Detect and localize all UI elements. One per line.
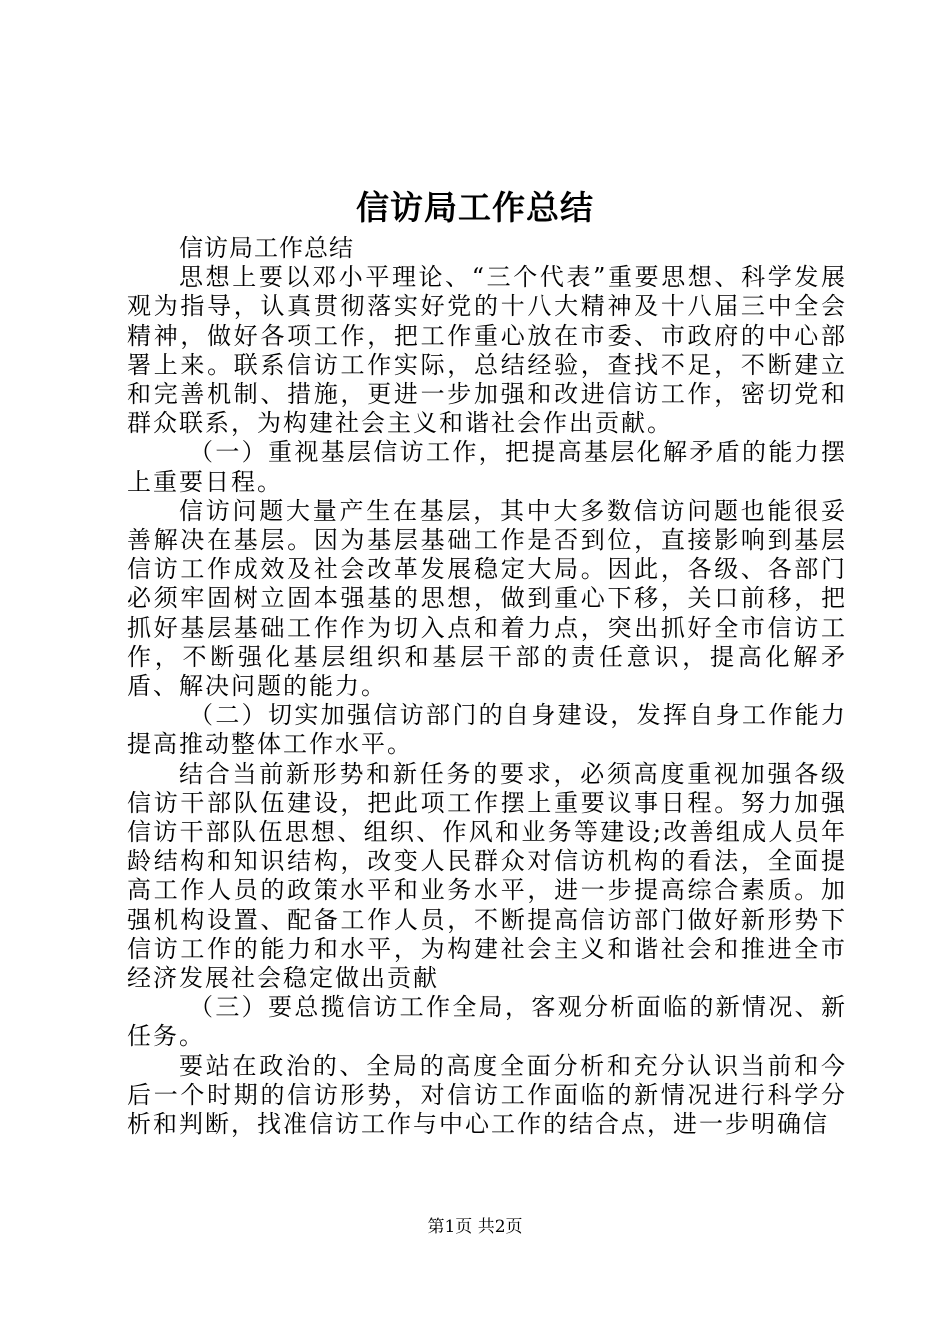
paragraph-section-3: 要站在政治的、全局的高度全面分析和充分认识当前和今后一个时期的信访形势，对信访工作面临的新情况进行科学分析和判断，找准信访工作与中心工作的结合点，进一步明确信 (127, 1051, 847, 1139)
section-heading-1: （一）重视基层信访工作，把提高基层化解矛盾的能力摆上重要日程。 (127, 438, 847, 496)
page-footer: 第1页 共2页 (427, 1217, 523, 1237)
paragraph-intro: 思想上要以邓小平理论、“三个代表”重要思想、科学发展观为指导，认真贯彻落实好党的十八大精神及十八届三中全会精神，做好各项工作，把工作重心放在市委、市政府的中心部署上来。联系信访工作实际，总结经验，查找不足，不断建立和完善机制、措施，更进一步加强和改进信访工作，密切党和群众联系，为构建社会主义和谐社会作出贡献。 (127, 263, 847, 438)
paragraph-section-1: 信访问题大量产生在基层，其中大多数信访问题也能很妥善解决在基层。因为基层基础工作是否到位，直接影响到基层信访工作成效及社会改革发展稳定大局。因此，各级、各部门必须牢固树立固本强基的思想，做到重心下移，关口前移，把抓好基层基础工作作为切入点和着力点，突出抓好全市信访工作，不断强化基层组织和基层干部的责任意识，提高化解矛盾、解决问题的能力。 (127, 496, 847, 701)
document-body (127, 234, 847, 1139)
document-title: 信访局工作总结 (356, 188, 594, 227)
paragraph-subtitle: 信访局工作总结 (179, 234, 354, 262)
section-heading-2: （二）切实加强信访部门的自身建设，发挥自身工作能力提高推动整体工作水平。 (127, 701, 847, 759)
section-heading-3: （三）要总揽信访工作全局，客观分析面临的新情况、新任务。 (127, 993, 847, 1051)
paragraph-section-2: 结合当前新形势和新任务的要求，必须高度重视加强各级信访干部队伍建设，把此项工作摆上重要议事日程。努力加强信访干部队伍思想、组织、作风和业务等建设;改善组成人员年龄结构和知识结构，改变人民群众对信访机构的看法，全面提高工作人员的政策水平和业务水平，进一步提高综合素质。加强机构设置、配备工作人员，不断提高信访部门做好新形势下信访工作的能力和水平，为构建社会主义和谐社会和推进全市经济发展社会稳定做出贡献 (127, 759, 847, 993)
